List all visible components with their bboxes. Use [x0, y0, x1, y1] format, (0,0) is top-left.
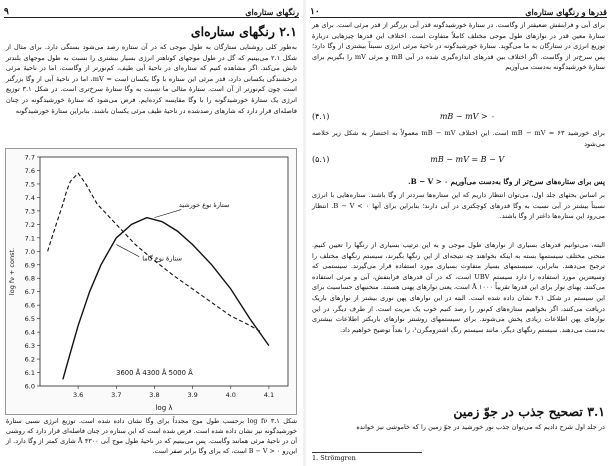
y-tick-label: 6.3 — [24, 342, 35, 351]
plot-frame — [40, 157, 288, 386]
left-running-header — [4, 3, 299, 18]
right-paragraph-1: برای آبی و فرابنفش ضعیفتر از وگاست. در ستارهٔ خورشیدگونه قدر آبی بزرگتر از قدر مرئی است. برای هر ستارهٔ معین قدر در نوارهای طول موجی مختلف کاملاً متفاوت است. اختلاف این قدرها چیزهایی دربارهٔ توزیع انرژی در ستارگان به ما می‌گوید. ستارهٔ خورشیدگونه در ناحیهٔ مرئی انرژی نسبتاً بیشتری از وگا دارد؛ پس سرخ‌تر از وگاست. اگر اختلاف بین قدرهای اندازه‌گیری شده در آبی mB و مرئی mV را بگیریم برای ستارهٔ خورشیدگونه به‌دست می‌آوریم — [312, 21, 605, 72]
right-paragraph-2: برای خورشید ۶۳ = mB − mV است. این اختلاف mB − mV معمولاً به اختصار به شکل زیر خلاصه می‌شود — [312, 129, 605, 148]
y-tick-label: 6.7 — [24, 288, 35, 297]
y-tick-label: 7.2 — [24, 220, 35, 229]
right-page-number: ۱۰ — [310, 7, 320, 17]
right-header-title: قدرها و رنگهای ستاره‌ای — [525, 7, 607, 17]
x-tick-label: 3.9 — [187, 391, 198, 399]
right-paragraph-4: البته، می‌توانیم قدرهای بسیاری از نوارهای طول موجی و به این ترتیب بسیاری از رنگها را تعیین کنیم. منحنی مختلف سیستمها بسته به اینکه بخواهند چه نتیجه‌ای از این رنگها بگیرند، سیستم رنگهای مختلف را ترجیح می‌دهند. بنابراین، سیستمهای بسیار متفاوت بسیاری مورد استفاده قرار می‌گیرند. سیستمی که وسیعترین مورد استفاده را دارد سیستم UBV است، که در آن قدرهای فرابنفش، آبی و مرئی استفاده می‌کنند. پهنای نوار برای این قدرها تقریباً ۱۰۰۰ Å است، یعنی نوارهای پهنی هستند. منحنیهای حساسیت برای این سیستم در شکل ۴.۱ نشان داده شده است. البته در این نوارهای پهن نوری بیشتر از نوارهای باریک دریافت می‌کنند، اگر بخواهیم ستاره‌های کم‌نور را رصد کنیم خوب یک مزیت است. از طرف دیگر، در این نوارهای پهن اطلاعات زیادی پخش می‌شوند. برای سیستمهای روشنتر نوارهای باریکتر اطلاعات بیشتری به‌دست می‌دهند. سیستم رنگهای دیگر، مانند سیستم رنگ اشترومگرن¹، را بعداً توضیح خواهیم داد. — [312, 241, 605, 334]
left-paragraph: به‌طور کلی روشنایی ستارگان به طول موجی که در آن ستاره رصد می‌شود بستگی دارد. برای مثال از شکل ۲.۱ می‌بینیم که گل در طول موجهای کوتاهتر انرژی بسیار بیشتری را نسبت به طول موجهای بلندتر تابش می‌کند. اگر مشاهده کنیم که ستاره‌ای در ناحیهٔ آبی طیف، کم‌نورتر از وگاست، اما در ناحیهٔ مرئی درخشندگی یکسانی دارد، قدر مرئی این ستاره با وگا یکسان است = mV، اما در ناحیهٔ آبی از وگا بزرگتر است چون کم‌نورتر از آن است. ستارهٔ مثالی ما نسبت به وگا ستارهٔ سرخ‌تری است. در شکل ۳.۱ توزیع انرژی یک ستارهٔ خورشیدگونه را با وگا مقایسه کرده‌ایم. فرض می‌شود که ستارهٔ خورشیدگونه در چنان فاصله‌ای قرار دارد که شارهای رصدشده در ناحیهٔ طیف مرئی یکسان باشند. بنابراین ستارهٔ خورشیدگونه — [6, 43, 297, 115]
x-axis-label: log λ — [155, 404, 173, 412]
y-tick-label: 6.4 — [24, 328, 35, 337]
equation-4-1 — [312, 110, 605, 123]
equation-expression: mB − mV = B − V — [430, 155, 505, 164]
figure-caption: شکل ۳.۱ log fν برحسب طول موج مجدداً برای وگا نشان داده شده است. توزیع انرژی نسبی ستارهٔ خورشیدگونه نیز نشان داده شده است. فرض شده است که این ستاره در چنان فاصله‌ای قرار دارد که روشنی آن در ناحیهٔ مرئی همانند وگاست. پس می‌بینیم که در ناحیهٔ طول موج آبی ۴۳۰۰ Å شاری کمتر از وگا دارد. از این‌رو B − V > ۰ است، که برای وگا برابر صفر است. — [6, 417, 297, 455]
y-tick-label: 7.4 — [24, 193, 35, 202]
wavelength-annotation: 3600 Å 4300 Å 5000 Å — [116, 369, 193, 378]
y-tick-label: 7.0 — [24, 247, 35, 256]
y-tick-label: 6.6 — [24, 301, 35, 310]
y-tick-label: 7.5 — [24, 180, 35, 189]
equation-number: (۴.۱) — [312, 112, 330, 121]
equation-5-1 — [312, 153, 605, 166]
figure-energy-distribution — [5, 148, 297, 415]
right-paragraph-5: در جلد اول شرح دادیم که می‌توان جذب نور خورشید در جوّ زمین را که خاموشی نیز خوانده — [356, 423, 605, 431]
y-tick-label: 7.7 — [24, 153, 35, 162]
left-section-title: رنگهای ستاره‌ای — [190, 24, 275, 39]
y-tick-label: 7.3 — [24, 207, 35, 216]
y-tick-label: 6.9 — [24, 261, 35, 270]
y-tick-label: 7.1 — [24, 234, 35, 243]
x-tick-label: 4.0 — [225, 391, 236, 399]
energy-distribution-chart — [6, 149, 296, 414]
y-tick-label: 7.6 — [24, 166, 35, 175]
left-section-heading — [191, 24, 297, 39]
y-axis-label: log fν + const. — [8, 247, 16, 296]
y-tick-label: 6.1 — [24, 369, 35, 378]
right-paragraph-3: بر اساس بحثهای جلد اول، می‌توان انتظار داریم که این ستاره‌ها سردتر از وگا باشند. ستاره‌هایی با انرژی نسبتاً بیشتر در آبی نسبت به وگا قدرهای کوچکتری در آبی دارند؛ بنابراین برای آنها B − V < ۰. انتظار می‌رود این ستاره‌ها داغتر از وگا باشند. — [312, 191, 605, 221]
right-page — [306, 0, 611, 466]
y-tick-label: 6.8 — [24, 274, 35, 283]
left-header-title: رنگهای ستاره‌ای — [245, 7, 299, 17]
right-running-header — [310, 3, 607, 18]
series-label-sun-type-star: ستارهٔ نوع خورشید — [178, 200, 230, 209]
left-section-number: ۲.۱ — [279, 24, 297, 39]
equation-number: (۵.۱) — [312, 155, 330, 164]
x-tick-label: 4.1 — [263, 391, 275, 399]
y-tick-label: 6.0 — [24, 382, 35, 391]
x-tick-label: 3.8 — [149, 391, 160, 399]
x-tick-label: 3.7 — [111, 391, 122, 399]
equation-expression: mB − mV > ۰ — [439, 112, 495, 121]
right-section-heading — [453, 404, 605, 419]
left-page — [0, 0, 303, 466]
result-statement: پس برای ستاره‌های سرخ‌تر از وگا به‌دست می‌آوریم B − V > ۰. — [408, 177, 605, 186]
y-tick-label: 6.5 — [24, 315, 35, 324]
y-tick-label: 6.2 — [24, 355, 35, 364]
x-tick-label: 3.6 — [72, 391, 84, 399]
right-section-number: ۳.۱ — [587, 404, 605, 419]
series-label-gamma-type-star: ستارهٔ نوع گاما — [142, 254, 182, 263]
right-section-title: تصحیح جذب در جوّ زمین — [453, 404, 583, 419]
footnote: 1. Strömgren — [312, 454, 356, 462]
footnote-rule — [312, 452, 422, 453]
left-page-number: ۹ — [4, 7, 9, 17]
